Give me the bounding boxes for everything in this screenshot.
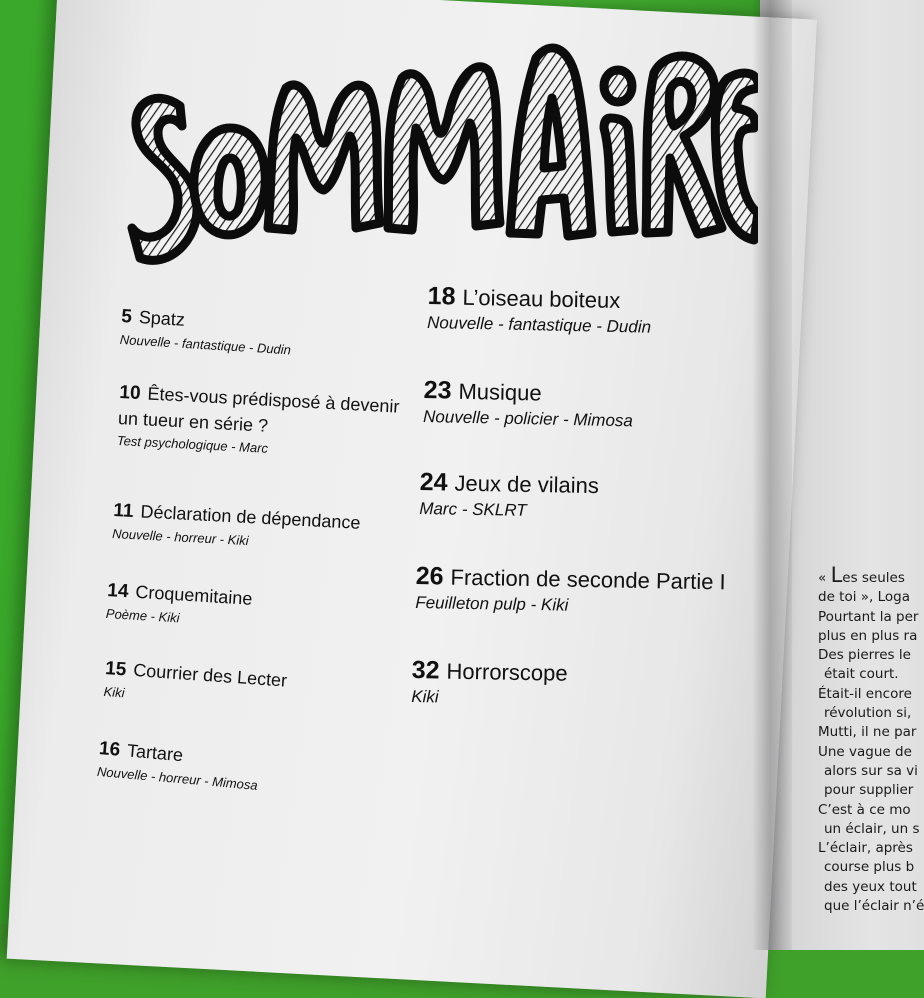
facing-line: Une vague de: [818, 743, 912, 760]
entry-title: Tartare: [126, 740, 184, 766]
entry-meta: Nouvelle - fantastique - Dudin: [426, 312, 652, 337]
facing-line: un éclair, un s: [824, 820, 920, 837]
page-number: 32: [411, 656, 440, 685]
toc-entry: [105, 580, 252, 630]
facing-line: Des pierres le: [818, 647, 911, 664]
facing-line: alors sur sa vi: [824, 762, 918, 779]
facing-line: pour supplier: [824, 782, 914, 799]
toc-entry: [419, 468, 599, 522]
facing-line: Pourtant la per: [818, 608, 919, 625]
facing-line: des yeux tout: [824, 878, 917, 895]
entry-title: Jeux de vilains: [454, 470, 600, 499]
toc-entry: [423, 376, 634, 431]
entry-title: Horrorscope: [446, 658, 568, 686]
page-number: 14: [106, 580, 130, 603]
entry-meta: Kiki: [103, 683, 126, 701]
page-number: 10: [118, 382, 142, 405]
entry-title-continued: un tueur en série ?: [117, 407, 269, 436]
facing-line: révolution si,: [824, 705, 912, 722]
entry-title: Croquemitaine: [134, 581, 253, 609]
entry-title: Musique: [458, 378, 542, 406]
page-number: 18: [427, 282, 456, 311]
entry-meta: Nouvelle - horreur - Mimosa: [96, 763, 259, 793]
facing-line: de toi », Loga: [818, 589, 910, 606]
entry-meta: Nouvelle - policier - Mimosa: [422, 406, 634, 431]
entry-title: Courrier des Lecter: [132, 659, 288, 691]
facing-line: course plus b: [824, 859, 915, 876]
page-number: 15: [104, 658, 128, 681]
toc-entry: [411, 656, 568, 710]
toc-entry: [415, 562, 726, 618]
page-number: 24: [419, 468, 448, 497]
drop-letter: L: [830, 566, 843, 587]
entry-meta: Marc - SKLRT: [419, 498, 527, 520]
facing-line: Était-il encore: [818, 685, 912, 702]
facing-line: « Les seules: [818, 566, 924, 588]
facing-line: L’éclair, après: [818, 840, 913, 857]
entry-title: Êtes-vous prédisposé à devenir: [147, 383, 400, 417]
page-number: 16: [98, 738, 122, 761]
sommaire-title-lettering: [118, 18, 758, 268]
facing-line: était court.: [824, 666, 899, 683]
page-number: 11: [112, 500, 135, 523]
facing-page-text: [818, 566, 924, 916]
facing-line: C’est à ce mo: [818, 801, 911, 818]
facing-line: plus en plus ra: [818, 627, 918, 644]
page-number: 23: [423, 376, 452, 405]
entry-title: Déclaration de dépendance: [140, 501, 361, 533]
entry-meta: Poème - Kiki: [105, 605, 180, 626]
page-number: 26: [415, 562, 444, 591]
entry-meta: Nouvelle - horreur - Kiki: [111, 525, 249, 549]
book-gutter: [752, 0, 792, 950]
entry-title: Fraction de seconde Partie I: [450, 564, 726, 595]
entry-meta: Feuilleton pulp - Kiki: [415, 592, 569, 615]
entry-title: L’oiseau boiteux: [462, 284, 621, 314]
entry-title: Spatz: [138, 307, 186, 330]
entry-meta: Kiki: [411, 686, 439, 707]
facing-line: que l’éclair n’é: [824, 898, 924, 915]
entry-meta: Nouvelle - fantastique - Dudin: [119, 331, 292, 358]
facing-line: Mutti, il ne par: [818, 724, 917, 741]
entry-meta: Test psychologique - Marc: [116, 432, 269, 456]
page-number: 5: [120, 306, 133, 328]
toc-entry: [427, 282, 652, 338]
